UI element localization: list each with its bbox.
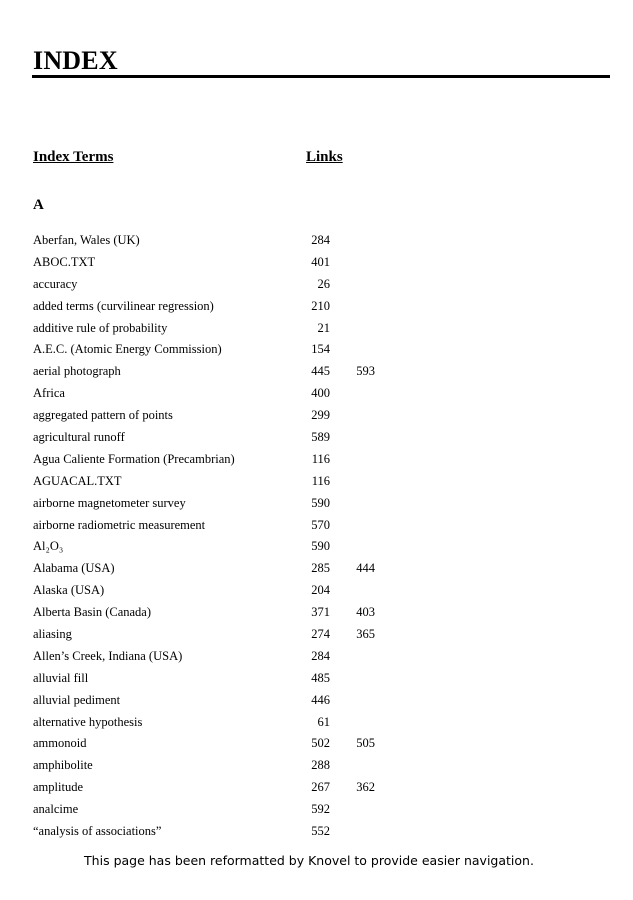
index-term: Africa: [33, 386, 65, 401]
index-term: amplitude: [33, 780, 83, 795]
index-term: Alabama (USA): [33, 561, 115, 576]
index-term: Aberfan, Wales (UK): [33, 233, 140, 247]
page-link[interactable]: 590: [311, 539, 330, 554]
page-link[interactable]: 274: [311, 627, 330, 642]
page-link[interactable]: 365: [356, 627, 375, 642]
index-entry: [0, 339, 633, 361]
title-divider: [32, 75, 610, 78]
page-link[interactable]: 444: [356, 561, 375, 576]
index-entry: [0, 558, 633, 580]
index-entry: [0, 668, 633, 690]
page-link[interactable]: 210: [311, 298, 330, 313]
index-entry: [0, 733, 633, 755]
index-entry: [0, 712, 633, 734]
index-entry: [0, 536, 633, 558]
index-entry: [0, 755, 633, 777]
index-term: alluvial pediment: [33, 692, 121, 707]
page-link[interactable]: 552: [311, 824, 330, 839]
index-term: amphibolite: [33, 758, 93, 773]
page-link[interactable]: 362: [356, 780, 375, 795]
page-link[interactable]: 589: [311, 430, 330, 445]
index-term: “analysis of associations”: [33, 824, 162, 839]
index-term: airborne radiometric measurement: [33, 517, 206, 532]
index-term: alluvial fill: [33, 670, 89, 685]
index-entry: [0, 624, 633, 646]
index-entry: [0, 230, 633, 252]
index-entry: [0, 799, 633, 821]
page-link[interactable]: 445: [311, 364, 330, 379]
index-term: airborne magnetometer survey: [33, 495, 186, 510]
page-link[interactable]: 590: [311, 495, 330, 510]
page-link[interactable]: 505: [356, 736, 375, 751]
page-link[interactable]: 570: [311, 517, 330, 532]
index-entry: [0, 449, 633, 471]
index-entry: [0, 361, 633, 383]
index-entry: [0, 821, 633, 843]
index-term: additive rule of probability: [33, 320, 168, 335]
index-entry: [0, 427, 633, 449]
index-term: Al₂O₃: [33, 539, 64, 554]
page-link[interactable]: 593: [356, 364, 375, 379]
index-entry: [0, 296, 633, 318]
index-term: added terms (curvilinear regression): [33, 298, 214, 313]
index-term: agricultural runoff: [33, 430, 125, 445]
index-entry: [0, 515, 633, 537]
index-entry: [0, 777, 633, 799]
index-term: aggregated pattern of points: [33, 408, 173, 423]
index-term: Alberta Basin (Canada): [33, 605, 152, 620]
page-link[interactable]: 21: [317, 320, 330, 335]
page-link[interactable]: 502: [311, 736, 330, 751]
index-term: alternative hypothesis: [33, 714, 143, 729]
index-term: ammonoid: [33, 736, 87, 751]
page-link[interactable]: 401: [311, 254, 330, 269]
index-entry: [0, 646, 633, 668]
page-link[interactable]: 267: [311, 780, 330, 795]
page-link[interactable]: 26: [317, 276, 330, 291]
index-terms-header: Index Terms: [33, 149, 114, 165]
page-link[interactable]: 371: [311, 605, 330, 620]
index-term: Agua Caliente Formation (Precambrian): [33, 451, 235, 466]
page-link[interactable]: 204: [311, 583, 330, 598]
section-letter: A: [33, 197, 44, 213]
page-link[interactable]: 299: [311, 408, 330, 423]
index-term: A.E.C. (Atomic Energy Commission): [33, 342, 222, 357]
index-entry: [0, 405, 633, 427]
page-link[interactable]: 116: [311, 451, 330, 466]
page-link[interactable]: 285: [311, 561, 330, 576]
footer-note: This page has been reformatted by Knovel to provide easier navigation.: [84, 853, 534, 868]
index-entry: [0, 471, 633, 493]
index-entry: [0, 602, 633, 624]
links-header: Links: [306, 149, 343, 165]
index-entry: [0, 274, 633, 296]
page-link[interactable]: 61: [317, 714, 330, 729]
index-entry-list: [0, 230, 633, 843]
page-link[interactable]: 592: [311, 802, 330, 817]
page-link[interactable]: 116: [311, 473, 330, 488]
index-term: aliasing: [33, 627, 72, 642]
page-link[interactable]: 284: [311, 648, 330, 663]
page-title: INDEX: [33, 46, 118, 75]
page-link[interactable]: 400: [311, 386, 330, 401]
page-link[interactable]: 446: [311, 692, 330, 707]
page-link[interactable]: 403: [356, 605, 375, 620]
page-link[interactable]: 288: [311, 758, 330, 773]
index-term: aerial photograph: [33, 364, 121, 379]
index-term: ABOC.TXT: [33, 254, 96, 269]
page-link[interactable]: 154: [311, 342, 330, 357]
index-entry: [0, 383, 633, 405]
index-entry: [0, 318, 633, 340]
index-entry: [0, 493, 633, 515]
index-term: accuracy: [33, 276, 78, 291]
page-link[interactable]: 284: [311, 233, 330, 247]
index-entry: [0, 252, 633, 274]
index-term: AGUACAL.TXT: [33, 473, 122, 488]
index-term: Alaska (USA): [33, 583, 105, 598]
index-term: analcime: [33, 802, 79, 817]
index-entry: [0, 580, 633, 602]
index-term: Allen’s Creek, Indiana (USA): [33, 648, 183, 663]
index-entry: [0, 690, 633, 712]
page-link[interactable]: 485: [311, 670, 330, 685]
